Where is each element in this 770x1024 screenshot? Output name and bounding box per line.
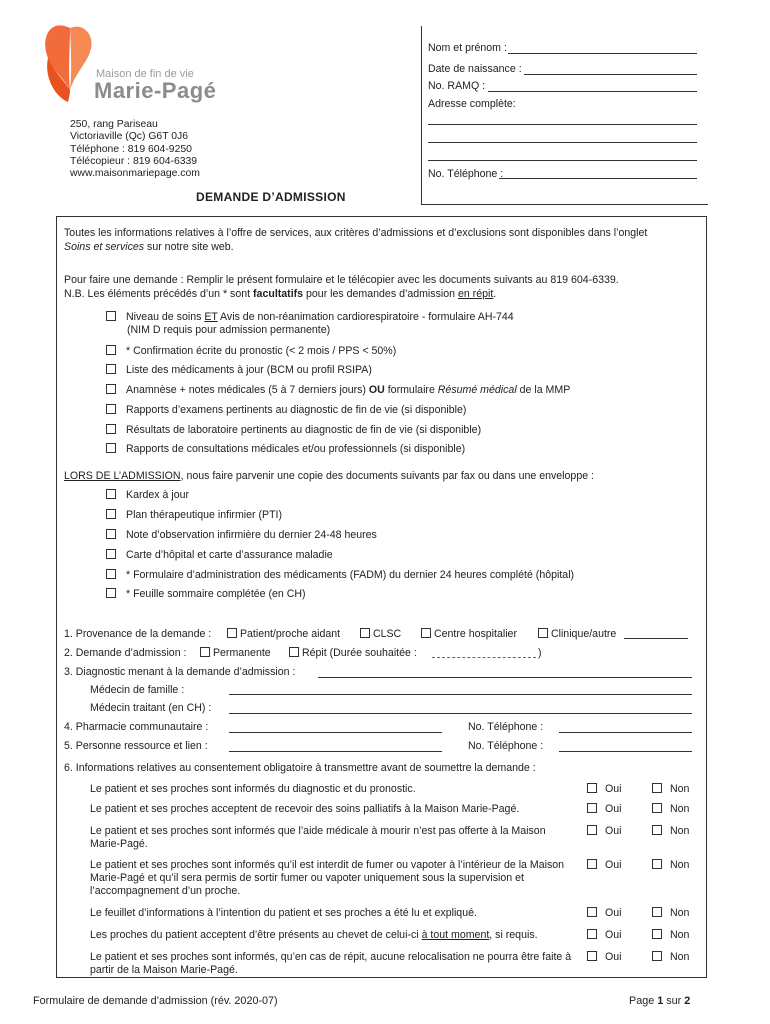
checkbox[interactable] <box>421 628 431 638</box>
doc-item-6-label: Résultats de laboratoire pertinents au diagnostic de fin de vie (si disponible) <box>126 424 482 436</box>
resource-person-field[interactable] <box>229 751 442 752</box>
q2-opt1-label: Permanente <box>212 647 271 659</box>
consent-7-yes[interactable] <box>587 951 622 963</box>
admission-heading-underline: LORS DE L’ADMISSION <box>64 470 181 482</box>
page-word: Page <box>629 995 658 1007</box>
intro-p3 <box>64 287 619 301</box>
admission-item-label: * Feuille sommaire complétée (en CH) <box>126 588 306 600</box>
address-block <box>70 119 200 180</box>
doc-item-3-label: Liste des médicaments à jour (BCM ou profil RSIPA) <box>126 364 372 376</box>
checkbox[interactable] <box>587 783 597 793</box>
address-city: Victoriaville (Qc) G6T 0J6 <box>70 131 188 143</box>
q2-label: 2. Demande d’admission : <box>64 647 187 659</box>
q1-option-patient[interactable] <box>227 628 340 640</box>
pharmacy-phone-field[interactable] <box>559 732 692 733</box>
consent-2-yes[interactable] <box>587 803 622 815</box>
consent-6-yes[interactable] <box>587 929 622 941</box>
ramq-field[interactable] <box>488 91 697 92</box>
intro-p1-rest: sur notre site web. <box>144 241 234 253</box>
intro-p3-underline: en répit <box>457 288 494 300</box>
intro-p3-bold: facultatifs <box>253 288 304 300</box>
intro-p2 <box>64 273 619 301</box>
logo-line1: Maison de fin de vie <box>96 68 194 80</box>
checkbox[interactable] <box>587 803 597 813</box>
consent-1-no[interactable] <box>652 783 689 795</box>
intro-p2-text: Pour faire une demande : Remplir le présent formulaire et le télécopier avec les documents suivants au 819 604-6339. <box>64 274 619 286</box>
admission-item-label: * Formulaire d’administration des médicaments (FADM) du dernier 24 heures complété (hôpital) <box>126 569 575 581</box>
address-field-1[interactable] <box>428 124 697 125</box>
consent-4: Le patient et ses proches sont informés qu’il est interdit de fumer ou vapoter à l’intérieur de la Maison Marie-Pagé et qu’il sera permis de sortir fumer ou vapoter uniquement sous la supervision et l’accompagnement d’un proche. <box>90 859 565 897</box>
q3-family-doctor-label: Médecin de famille : <box>90 684 185 696</box>
yes-label: Oui <box>605 825 622 837</box>
consent-6-c: , si requis. <box>489 929 538 941</box>
doc-item-1-c: Avis de non-réanimation cardiorespiratoire - formulaire AH-744 <box>217 311 514 323</box>
q1-option-clinic[interactable] <box>538 628 616 640</box>
doc-item-5-label: Rapports d’examens pertinents au diagnostic de fin de vie (si disponible) <box>126 404 467 416</box>
consent-1: Le patient et ses proches sont informés du diagnostic et du pronostic. <box>90 783 416 795</box>
phone-label: No. Téléphone : <box>428 168 504 180</box>
checkbox[interactable] <box>106 489 116 499</box>
checkbox[interactable] <box>106 364 116 374</box>
butterfly-logo-icon <box>40 18 100 108</box>
doc-item-4-e: de la MMP <box>516 384 571 396</box>
address-fax: Télécopieur : 819 604-6339 <box>70 155 198 167</box>
q2-opt2-label: Répit (Durée souhaitée : <box>301 647 417 659</box>
checkbox[interactable] <box>652 907 662 917</box>
page-number <box>629 995 690 1007</box>
checkbox[interactable] <box>106 384 116 394</box>
checkbox[interactable] <box>106 443 116 453</box>
page-num: 1 <box>657 995 664 1007</box>
consent-3: Le patient et ses proches sont informés que l’aide médicale à mourir n’est pas offerte à la Maison Marie-Pagé. <box>90 825 546 850</box>
consent-2: Le patient et ses proches acceptent de recevoir des soins palliatifs à la Maison Marie-Pagé. <box>90 803 520 815</box>
checkbox[interactable] <box>587 825 597 835</box>
admission-item-3[interactable] <box>106 529 377 541</box>
q1-opt1-label: Patient/proche aidant <box>239 628 341 640</box>
consent-7: Le patient et ses proches sont informés, qu’en cas de répit, aucune relocalisation ne pourra être faite à partir de la Maison Marie-Pagé. <box>90 951 572 976</box>
address-street: 250, rang Pariseau <box>70 119 158 130</box>
attending-doctor-field[interactable] <box>229 713 692 714</box>
checkbox[interactable] <box>106 404 116 414</box>
page-of: sur <box>663 995 685 1007</box>
yes-label: Oui <box>605 803 622 815</box>
consent-4-yes[interactable] <box>587 859 622 871</box>
intro-p3-e: . <box>493 288 497 300</box>
admission-item-6[interactable] <box>106 588 306 600</box>
consent-7-no[interactable] <box>652 951 689 963</box>
checkbox[interactable] <box>106 588 116 598</box>
doc-item-4[interactable] <box>106 384 570 396</box>
doc-item-3[interactable] <box>106 364 372 376</box>
name-label: Nom et prénom : <box>428 42 507 54</box>
checkbox[interactable] <box>587 859 597 869</box>
logo <box>40 18 230 108</box>
checkbox[interactable] <box>652 803 662 813</box>
intro-p1 <box>64 226 700 254</box>
consent-3-yes[interactable] <box>587 825 622 837</box>
page-total: 2 <box>684 995 691 1007</box>
doc-item-4-d: Résumé médical <box>437 384 517 396</box>
resource-phone-field[interactable] <box>559 751 692 752</box>
address-field-2[interactable] <box>428 142 697 143</box>
consent-6-b: à tout moment <box>421 929 490 941</box>
admission-heading-rest: , nous faire parvenir une copie des documents suivants par fax ou dans une enveloppe : <box>180 470 594 482</box>
admission-item-label: Note d’observation infirmière du dernier 24-48 heures <box>126 529 377 541</box>
consent-6 <box>90 929 590 942</box>
no-label: Non <box>670 783 690 795</box>
consent-5-yes[interactable] <box>587 907 622 919</box>
name-field[interactable] <box>508 53 697 54</box>
doc-item-6[interactable] <box>106 424 481 436</box>
address-label: Adresse complète: <box>428 98 516 110</box>
admission-heading <box>64 470 594 482</box>
consent-6-a: Les proches du patient acceptent d’être présents au chevet de celui-ci <box>90 929 422 941</box>
intro-p1-italic: Soins et services <box>64 241 145 253</box>
doc-item-7[interactable] <box>106 443 465 455</box>
yes-label: Oui <box>605 951 622 963</box>
q2-close: ) <box>538 647 542 659</box>
q2-option-permanent[interactable] <box>200 647 271 659</box>
checkbox[interactable] <box>587 951 597 961</box>
admission-item-2[interactable] <box>106 509 282 521</box>
intro-p3-a: N.B. Les éléments précédés d’un * sont <box>64 288 254 300</box>
q2-duration-field[interactable] <box>432 657 536 658</box>
checkbox[interactable] <box>652 951 662 961</box>
q4-phone-label: No. Téléphone : <box>468 721 544 733</box>
checkbox[interactable] <box>652 825 662 835</box>
no-label: Non <box>670 825 690 837</box>
pharmacy-field[interactable] <box>229 732 442 733</box>
dob-label: Date de naissance : <box>428 63 522 75</box>
dob-field[interactable] <box>524 74 697 75</box>
doc-item-1-sub: (NIM D requis pour admission permanente) <box>127 324 331 336</box>
q1-opt4-label: Clinique/autre <box>550 628 617 640</box>
doc-item-4-c: formulaire <box>384 384 438 396</box>
yes-label: Oui <box>605 929 622 941</box>
checkbox[interactable] <box>652 859 662 869</box>
family-doctor-field[interactable] <box>229 694 692 695</box>
checkbox[interactable] <box>289 647 299 657</box>
q3-label: 3. Diagnostic menant à la demande d’admission : <box>64 666 296 678</box>
doc-item-1-a: Niveau de soins <box>126 311 205 323</box>
doc-item-2[interactable] <box>106 345 396 357</box>
q6-label: 6. Informations relatives au consentement obligatoire à transmettre avant de soumettre la demande : <box>64 762 536 774</box>
doc-item-2-label: * Confirmation écrite du pronostic (< 2 mois / PPS < 50%) <box>126 345 397 357</box>
consent-6-no[interactable] <box>652 929 689 941</box>
q5-label: 5. Personne ressource et lien : <box>64 740 208 752</box>
q1-other-field[interactable] <box>624 638 688 639</box>
consent-3-no[interactable] <box>652 825 689 837</box>
q1-option-clsc[interactable] <box>360 628 401 640</box>
phone-field[interactable] <box>499 178 697 179</box>
admission-item-1[interactable] <box>106 489 189 501</box>
checkbox[interactable] <box>227 628 237 638</box>
no-label: Non <box>670 929 690 941</box>
checkbox[interactable] <box>106 529 116 539</box>
admission-item-label: Kardex à jour <box>126 489 190 501</box>
admission-item-4[interactable] <box>106 549 333 561</box>
checkbox[interactable] <box>652 783 662 793</box>
q1-opt3-label: Centre hospitalier <box>433 628 517 640</box>
q3-attending-label: Médecin traitant (en CH) : <box>90 702 212 714</box>
checkbox[interactable] <box>652 929 662 939</box>
consent-4-no[interactable] <box>652 859 689 871</box>
address-field-3[interactable] <box>428 160 697 161</box>
checkbox[interactable] <box>106 424 116 434</box>
checkbox[interactable] <box>106 549 116 559</box>
q5-phone-label: No. Téléphone : <box>468 740 544 752</box>
checkbox[interactable] <box>106 345 116 355</box>
address-phone: Téléphone : 819 604-9250 <box>70 143 192 155</box>
no-label: Non <box>670 859 690 871</box>
intro-p3-c: pour les demandes d’admission <box>303 288 458 300</box>
intro-p1-a: Toutes les informations relatives à l’offre de services, aux critères d’admissions et d’exclusions sont disponibles dans l’onglet <box>64 227 648 239</box>
consent-5-no[interactable] <box>652 907 689 919</box>
checkbox[interactable] <box>200 647 210 657</box>
yes-label: Oui <box>605 859 622 871</box>
ramq-label: No. RAMQ : <box>428 80 486 92</box>
consent-2-no[interactable] <box>652 803 689 815</box>
doc-item-1-b: ET <box>204 311 218 323</box>
checkbox[interactable] <box>538 628 548 638</box>
q1-opt2-label: CLSC <box>372 628 402 640</box>
q1-option-hospital[interactable] <box>421 628 517 640</box>
admission-item-label: Plan thérapeutique infirmier (PTI) <box>126 509 283 521</box>
no-label: Non <box>670 907 690 919</box>
checkbox[interactable] <box>587 929 597 939</box>
doc-item-7-label: Rapports de consultations médicales et/ou professionnels (si disponible) <box>126 443 466 455</box>
doc-item-1[interactable] <box>106 311 514 337</box>
consent-5: Le feuillet d’informations à l’intention du patient et ses proches a été lu et expliqué. <box>90 907 477 919</box>
no-label: Non <box>670 803 690 815</box>
doc-item-4-b: OU <box>368 384 385 396</box>
q2-option-respite[interactable] <box>289 647 417 659</box>
address-web: www.maisonmariepage.com <box>70 168 200 180</box>
yes-label: Oui <box>605 907 622 919</box>
admission-item-label: Carte d’hôpital et carte d’assurance maladie <box>126 549 333 561</box>
q3-diagnosis-field[interactable] <box>318 677 692 678</box>
checkbox[interactable] <box>587 907 597 917</box>
checkbox[interactable] <box>106 509 116 519</box>
q4-label: 4. Pharmacie communautaire : <box>64 721 209 733</box>
no-label: Non <box>670 951 690 963</box>
footer-left: Formulaire de demande d’admission (rév. 2020-07) <box>33 995 278 1007</box>
checkbox[interactable] <box>106 311 116 321</box>
q1-label: 1. Provenance de la demande : <box>64 628 212 640</box>
checkbox[interactable] <box>106 569 116 579</box>
doc-item-5[interactable] <box>106 404 466 416</box>
checkbox[interactable] <box>360 628 370 638</box>
logo-line2: Marie-Pagé <box>94 78 217 103</box>
admission-item-5[interactable] <box>106 569 574 581</box>
yes-label: Oui <box>605 783 622 795</box>
doc-item-4-a: Anamnèse + notes médicales (5 à 7 derniers jours) <box>126 384 369 396</box>
page-title: DEMANDE D’ADMISSION <box>196 190 346 204</box>
consent-1-yes[interactable] <box>587 783 622 795</box>
